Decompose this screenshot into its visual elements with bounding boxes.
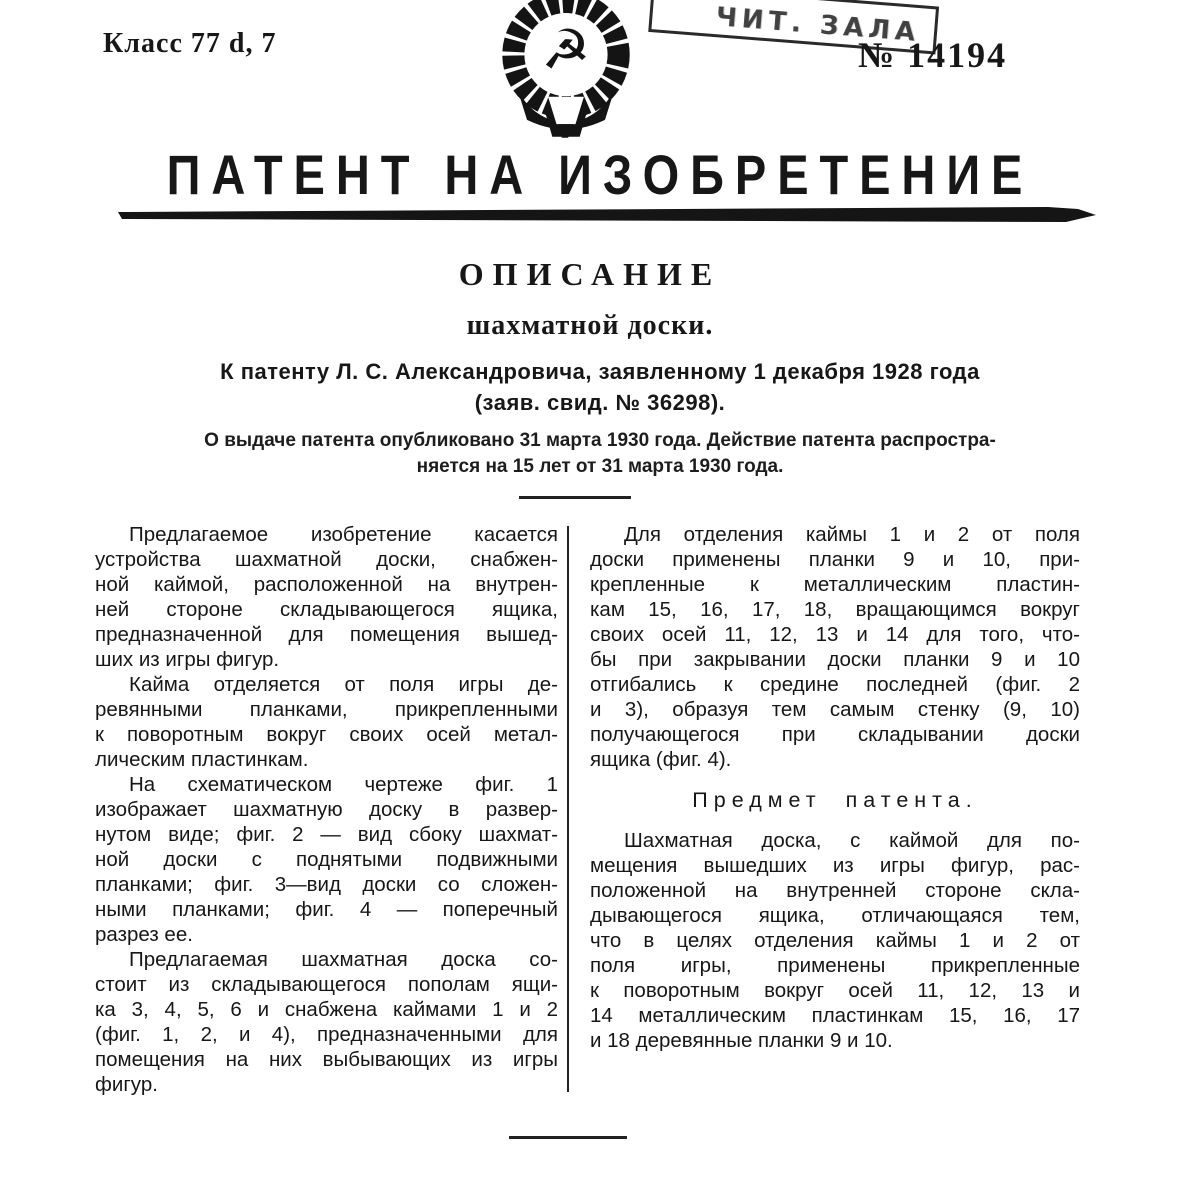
paragraph-border: Кайма отделяется от поля игры де- ревянными планками, прикрепленными к поворотным вокруг своих осей метал- лическим пластинкам.: [95, 673, 558, 771]
paragraph-mechanism: Для отделения каймы 1 и 2 от поля доски применены планки 9 и 10, при- крепленные к металлическим пластин- кам 15, 16, 17, 18, вращающимся вокруг своих осей 11, 12, 13 и 14 для того, что- бы при закрывании доски планки 9 и 10 отгибались к средине последней (фиг. 2 и 3), образуя тем самым стенку (9, 10) получающегося при складывании доски ящика (фиг. 4).: [590, 523, 1080, 771]
paragraph-intro: Предлагаемое изобретение касается устройства шахматной доски, снабжен- ной каймой, расположенной на внутрен- ней стороне складывающегося ящика, предназначенной для помещения вышед- ших из игры фигур.: [95, 523, 558, 671]
ussr-emblem-icon: [487, 0, 645, 138]
publication-notice: О выдаче патента опубликовано 31 марта 1930 года. Действие патента распростра- няется на 15 лет от 31 марта 1930 года.: [204, 430, 996, 477]
paragraph-construction: Предлагаемая шахматная доска со- стоит из складывающегося пополам ящи- ка 3, 4, 5, 6 и снабжена каймами 1 и 2 (фиг. 1, 2, и 4), предназначенными для помещения на них выбывающих из игры фигур.: [95, 948, 558, 1096]
paragraph-figures: На схематическом чертеже фиг. 1 изображает шахматную доску в развер- нутом виде; фиг. 2 — вид сбоку шахмат- ной доски с поднятыми подвижными планками; фиг. 3—вид доски со сложен- ными планками; фиг. 4 — поперечный разрез ее.: [95, 773, 558, 946]
patent-number: № 14194: [858, 35, 1008, 75]
svg-text:☭: ☭: [541, 17, 591, 82]
library-stamp-text: ЧИТ. ЗАЛА: [714, 2, 922, 49]
paragraph-claim: Шахматная доска, с каймой для по- мещения вышедших из игры фигур, рас- положенной на внутренней стороне скла- дывающегося ящика, отличающаяся тем, что в целях отделения каймы 1 и 2 от поля игры, применены прикрепленные к поворотным вокруг осей 11, 12, 13 и 14 металлическим пластинкам 15, 16, 17 и 18 деревянные планки 9 и 10.: [590, 829, 1080, 1052]
divider: [509, 1136, 627, 1139]
invention-subject: шахматной доски.: [466, 310, 714, 341]
body-columns: [95, 522, 1080, 1097]
document-title: ПАТЕНТ НА ИЗОБРЕТЕНИЕ: [166, 143, 1034, 206]
applicant-line: К патенту Л. С. Александровича, заявленному 1 декабря 1928 года (заяв. свид. № 36298).: [220, 359, 980, 415]
title-rule: [118, 206, 1096, 226]
section-heading-description: ОПИСАНИЕ: [458, 256, 722, 292]
right-column: [590, 522, 1080, 1097]
divider: [519, 496, 631, 499]
left-column: [95, 522, 558, 1097]
class-label: Класс 77 d, 7: [103, 28, 277, 59]
claim-heading: Предмет патента.: [692, 788, 978, 812]
